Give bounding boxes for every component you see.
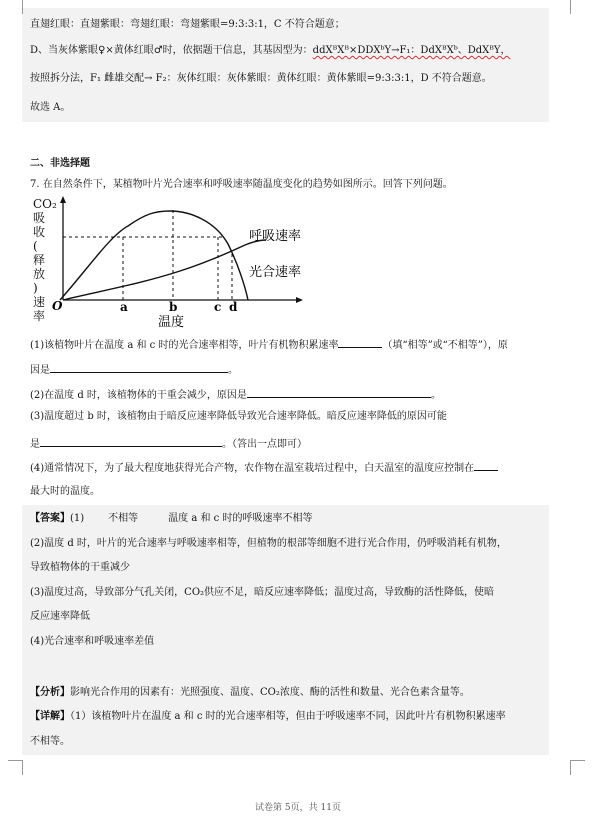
section-title: 二、非选择题 [30, 158, 90, 169]
answer-blank-3[interactable] [247, 387, 431, 398]
sub3-text-b: 是 [30, 439, 40, 450]
answer-blank-5[interactable] [474, 460, 498, 471]
answer-1-reason: 温度 a 和 c 时的呼吸速率不相等 [168, 513, 313, 524]
y-label-line-4: ( [33, 239, 38, 253]
sub2-line [30, 387, 441, 403]
crop-mark-bottom-right [570, 760, 585, 775]
answer-2-line-2: 导致植物体的干重减少 [30, 562, 130, 573]
top-line-4: 故选 A。 [30, 102, 71, 113]
y-label-line-9: 率 [33, 309, 46, 323]
x-tick-b: b [169, 300, 178, 314]
top-line-1: 直翅红眼：直翅紫眼：弯翅红眼：弯翅紫眼=9:3:3:1，C 不符合题意； [30, 19, 345, 30]
sub3-line-1: (3)温度超过 b 时，该植物由于暗反应速率降低导致光合速率降低。暗反应速率降低的原因可能 [30, 411, 447, 422]
sub3-end: 。（答出一点即可） [222, 439, 307, 450]
legend-respiration: 呼吸速率 [249, 229, 302, 244]
answer-3-line-1: (3)温度过高，导致部分气孔关闭，CO₂供应不足，暗反应速率降低；温度过高，导致酶的活性降低，使暗 [30, 587, 495, 598]
legend-photosynthesis: 光合速率 [249, 265, 302, 280]
question-stem: 7. 在自然条件下，某植物叶片光合速率和呼吸速率随温度变化的趋势如图所示。回答下列问题。 [30, 179, 453, 190]
y-label-line-2: 吸 [33, 211, 46, 225]
analysis-label: 【分析】 [30, 687, 70, 698]
respiration-curve [63, 240, 266, 300]
answer-2-line-1: (2)温度 d 时，叶片的光合速率与呼吸速率相等，但植物的根部等细胞不进行光合作用，仍呼吸消耗有机物， [30, 538, 507, 549]
detail-text-1: （1）该植物叶片在温度 a 和 c 时的光合速率相等，但由于呼吸速率不同，因此叶片有机物积累速率 [70, 711, 506, 722]
y-label-line-7: ) [33, 281, 38, 295]
y-label-line-5: 释 [33, 253, 46, 267]
rate-temperature-chart [30, 196, 320, 328]
answer-1-num: (1) [70, 513, 85, 524]
sub1-line-2 [30, 362, 238, 378]
answer-blank-1[interactable] [338, 337, 382, 348]
y-label-line-1: CO₂ [33, 197, 57, 211]
analysis-line [30, 686, 470, 700]
sub1-line-1 [30, 337, 508, 353]
answer-1-value: 不相等 [108, 513, 139, 524]
sub3-line-2 [30, 436, 307, 452]
detail-line-2: 不相等。 [30, 736, 70, 747]
sub1-text-a: (1)该植物叶片在温度 a 和 c 时的光合速率相等，叶片有机物积累速率 [30, 340, 339, 351]
crop-mark-top-left [8, 0, 23, 14]
x-tick-a: a [120, 300, 128, 314]
analysis-text: 影响光合作用的因素有：光照强度、温度、CO₂浓度、酶的活性和数量、光合色素含量等。 [70, 687, 470, 698]
origin-label: O [52, 299, 63, 313]
y-label-line-3: 收 [33, 225, 46, 239]
sub2-end: 。 [430, 390, 441, 401]
top-line-3: 按照拆分法，F₁ 雌雄交配→ F₂：灰体红眼：灰体紫眼：黄体红眼：黄体紫眼=9:3:3:1，D 不符合题意。 [30, 73, 492, 84]
x-axis-label: 温度 [158, 315, 185, 328]
sub1-end: 。 [228, 365, 238, 376]
crop-mark-bottom-left [8, 760, 23, 775]
detail-line-1 [30, 710, 506, 724]
genotype-text: ddXᴮXᴮ×DDXᵇY→F₁：DdXᴮXᵇ、DdXᴮY， [312, 45, 511, 56]
x-axis-arrow [296, 297, 303, 303]
top-line-2-text: D、当灰体紫眼♀×黄体红眼♂时，依据题干信息，其基因型为： [30, 45, 313, 56]
sub1-text-c: 因是 [30, 365, 50, 376]
top-line-2 [30, 44, 510, 58]
sub4-line-2: 最大时的温度。 [30, 486, 100, 497]
y-label-line-8: 速 [33, 295, 46, 309]
y-axis-arrow [60, 196, 66, 203]
crop-mark-top-right [570, 0, 585, 14]
sub2-text: (2)在温度 d 时，该植物体的干重会减少，原因是 [30, 390, 247, 401]
sub4-line-1 [30, 460, 498, 476]
x-tick-d: d [229, 300, 238, 314]
answer-line-1 [30, 512, 312, 526]
detail-label: 【详解】 [30, 711, 70, 722]
page-footer: 试卷第 5页，共 11页 [255, 803, 341, 813]
y-label-line-6: 放 [33, 267, 46, 281]
sub4-text-a: (4)通常情况下，为了最大程度地获得光合产物，农作物在温室栽培过程中，白天温室的温度应控制在 [30, 463, 475, 474]
answer-4-line: (4)光合速率和呼吸速率差值 [30, 636, 155, 647]
answer-label: 【答案】 [30, 513, 70, 524]
answer-blank-2[interactable] [50, 362, 228, 373]
x-tick-c: c [214, 300, 222, 314]
answer-blank-4[interactable] [40, 436, 222, 447]
answer-3-line-2: 反应速率降低 [30, 611, 90, 622]
sub1-text-b: （填“相等”或“不相等”），原 [382, 340, 508, 351]
